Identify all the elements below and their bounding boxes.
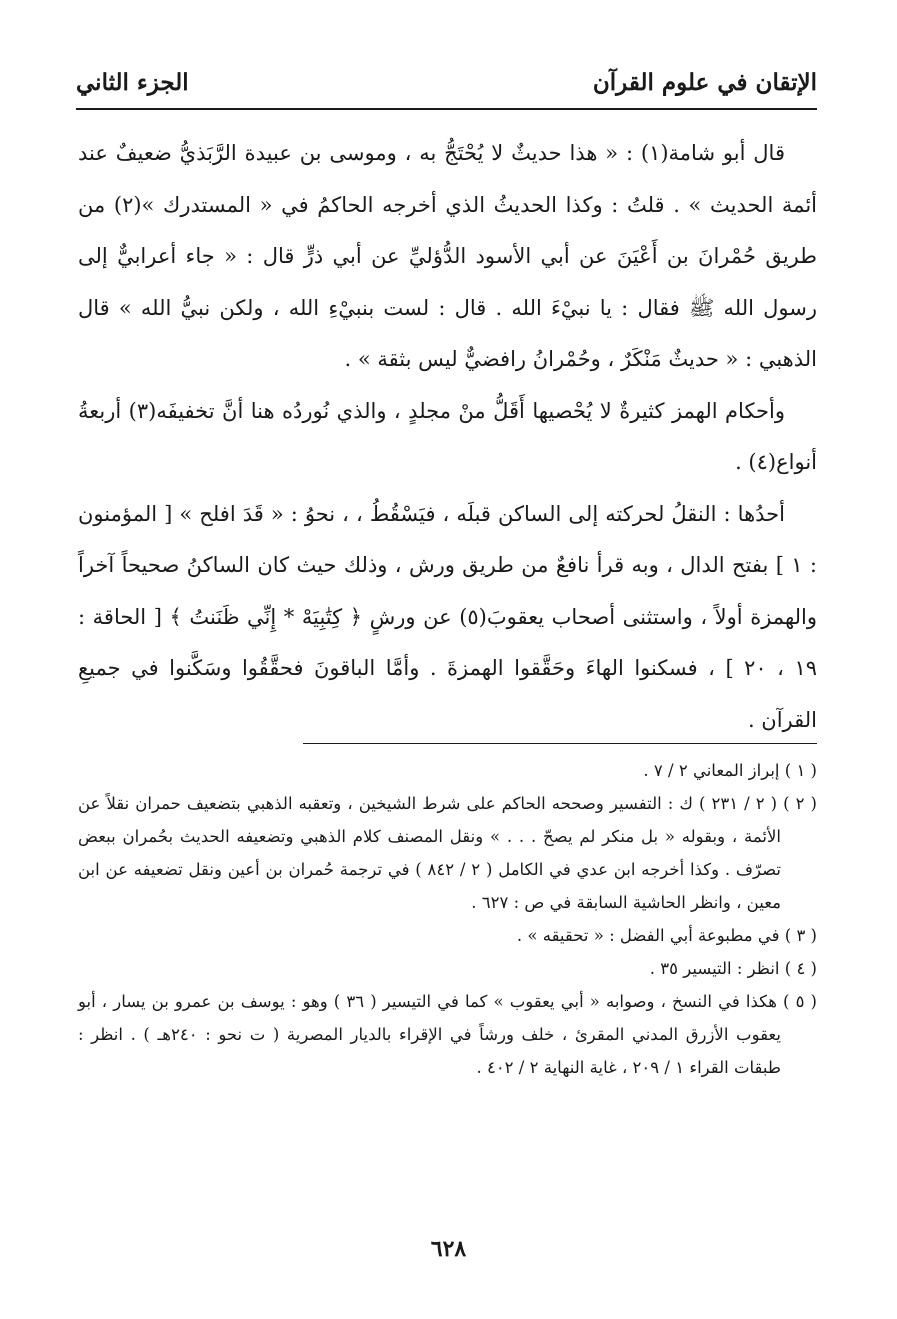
footnote: ( ١ ) إبراز المعاني ٢ / ٧ . [643, 761, 817, 780]
footnote: ( ٢ ) ( ٢ / ٢٣١ ) ك : التفسير وصححه الحاكم على شرط الشيخين ، وتعقبه الذهبي بتضعيف حمران نقلاً عن الأئمة ، وبقوله « بل منكر لم يصحّ . . . » ونقل المصنف كلام الذهبي وتضعيفه الحديث بحُمران ببعض تصرّف . وكذا أخرجه ابن عدي في الكامل ( ٢ / ٨٤٢ ) في ترجمة حُمران بن أعين ونقل تضعيفه عن ابن معين ، وانظر الحاشية السابقة في ص : ٦٢٧ . [78, 794, 817, 912]
volume-label: الجزء الثاني [76, 68, 189, 96]
header-divider [76, 108, 817, 110]
page-number: ٦٢٨ [430, 1236, 467, 1262]
footnote: ( ٥ ) هكذا في النسخ ، وصوابه « أبي يعقوب » كما في التيسير ( ٣٦ ) وهو : يوسف بن عمرو بن يسار ، أبو يعقوب الأزرق المدني المقرئ ، خلف ورشاً في الإقراء بالديار المصرية ( ت نحو : ٢٤٠هـ ) . انظر : طبقات القراء ١ / ٢٠٩ ، غاية النهاية ٢ / ٤٠٢ . [78, 992, 817, 1077]
footnotes [78, 754, 817, 1084]
footnote: ( ٤ ) انظر : التيسير ٣٥ . [649, 959, 817, 978]
book-title: الإتقان في علوم القرآن [592, 68, 817, 96]
footnote-divider [303, 743, 817, 744]
footnote: ( ٣ ) في مطبوعة أبي الفضل : « تحقيقه » . [516, 926, 817, 945]
running-header [76, 60, 817, 104]
paragraph: أحدُها : النقلُ لحركته إلى الساكن قبلَه ، فيَسْقُطُ ، ، نحوُ : « قَدَ افلح » [ المؤمنون : ١ ] بفتح الدال ، وبه قرأ نافعٌ من طريق ورش ، وذلك حيث كان الساكنُ صحيحاً آخراً والهمزة أولاً ، واستثنى أصحاب يعقوبَ(٥) عن ورشٍ ﴿ كِتَٰبِيَهْ * إِنِّي ظَنَنتُ ﴾ [ الحاقة : ١٩ ، ٢٠ ] ، فسكنوا الهاءَ وحَقَّقوا الهمزةَ . وأمَّا الباقونَ فحقَّقُوا وسَكَّنوا في جميعِ القرآن . [78, 501, 817, 732]
paragraph: وأحكام الهمز كثيرةٌ لا يُحْصيها أَقَلُّ منْ مجلدٍ ، والذي نُوردُه هنا أنَّ تخفيفَه(٣) أربعةُ أنواع(٤) . [78, 398, 817, 474]
main-text [78, 128, 817, 746]
paragraph: قال أبو شامة(١) : « هذا حديثٌ لا يُحْتَجُّ به ، وموسى بن عبيدة الرَّبَذيُّ ضعيفٌ عند أئمة الحديث » . قلتُ : وكذا الحديثُ الذي أخرجه الحاكمُ في « المستدرك »(٢) من طريق حُمْرانَ بن أَعْيَنَ عن أبي الأسود الدُّؤليِّ عن أبي ذرٍّ قال : « جاء أعرابيٌّ إلى رسول الله ﷺ فقال : يا نبيْءَ الله . قال : لست بنبيْءِ الله ، ولكن نبيُّ الله » قال الذهبي : « حديثٌ مَنْكَرٌ ، وحُمْرانُ رافضيٌّ ليس بثقة » . [78, 141, 818, 371]
